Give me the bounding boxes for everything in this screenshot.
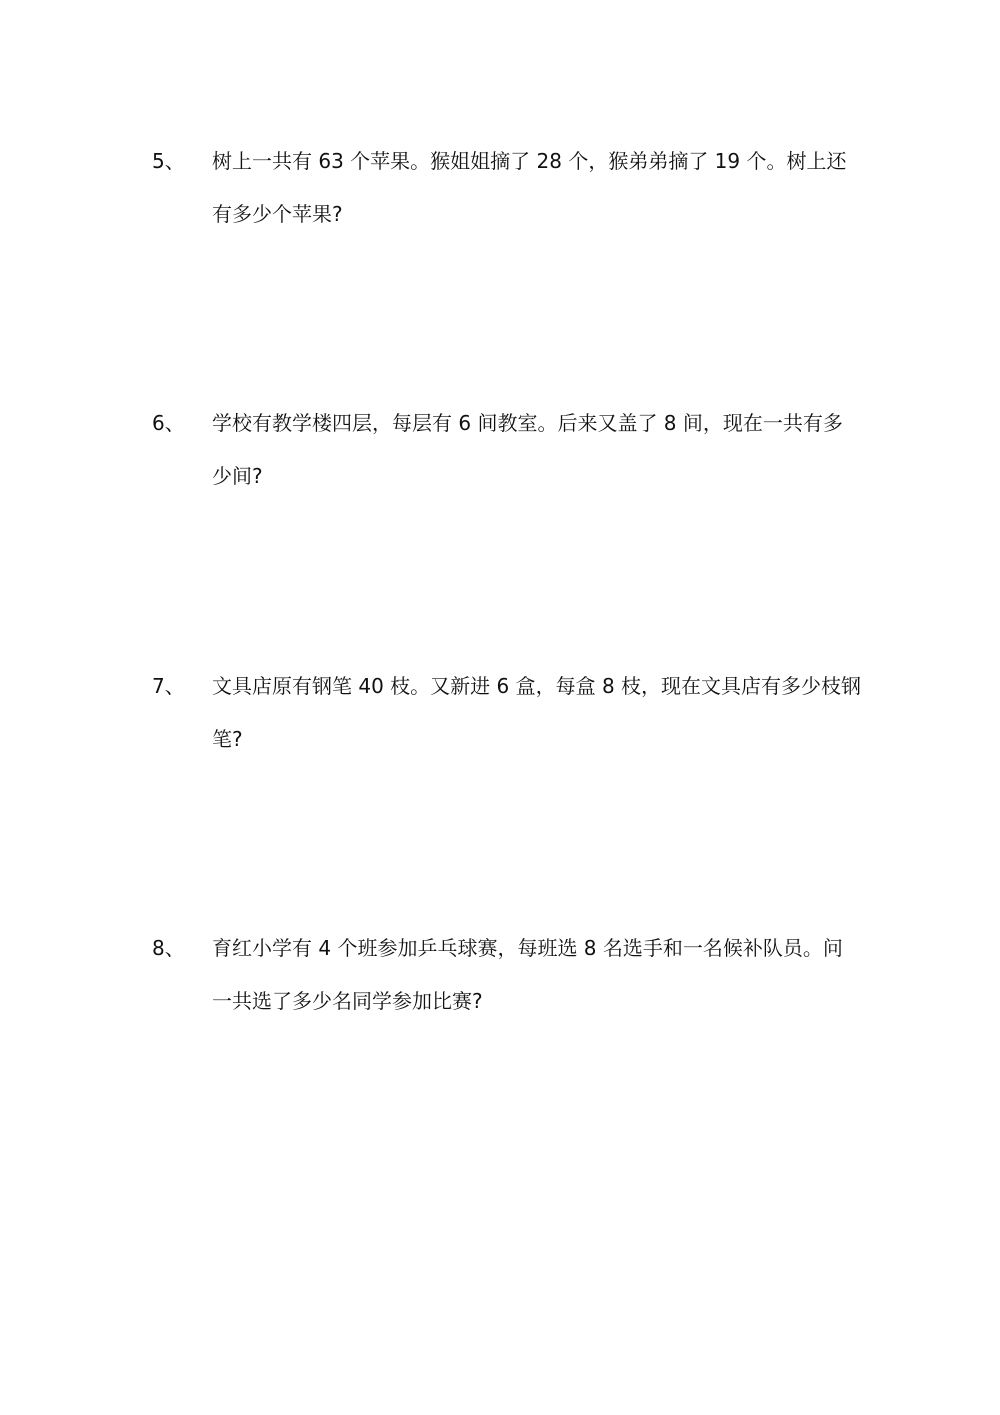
problem-text-line-1: 文具店原有钢笔 40 枝。又新进 6 盒，每盒 8 枝，现在文具店有多少枝钢 — [212, 674, 862, 698]
problem-text-line-2: 一共选了多少名同学参加比赛? — [212, 989, 483, 1013]
problem-text-line-1: 树上一共有 63 个苹果。猴姐姐摘了 28 个，猴弟弟摘了 19 个。树上还 — [212, 149, 847, 173]
problem-number: 6、 — [152, 411, 185, 435]
problem-number: 7、 — [152, 674, 185, 698]
problem-text-line-2: 有多少个苹果? — [212, 202, 343, 226]
problem-text-line-2: 少间? — [212, 464, 263, 488]
problem-text-line-2: 笔? — [212, 727, 243, 751]
problem-text-line-1: 育红小学有 4 个班参加乒乓球赛，每班选 8 名选手和一名候补队员。问 — [212, 936, 843, 960]
problem-text-line-1: 学校有教学楼四层，每层有 6 间教室。后来又盖了 8 间，现在一共有多 — [212, 411, 843, 435]
problem-number: 8、 — [152, 936, 185, 960]
problem-number: 5、 — [152, 149, 185, 173]
